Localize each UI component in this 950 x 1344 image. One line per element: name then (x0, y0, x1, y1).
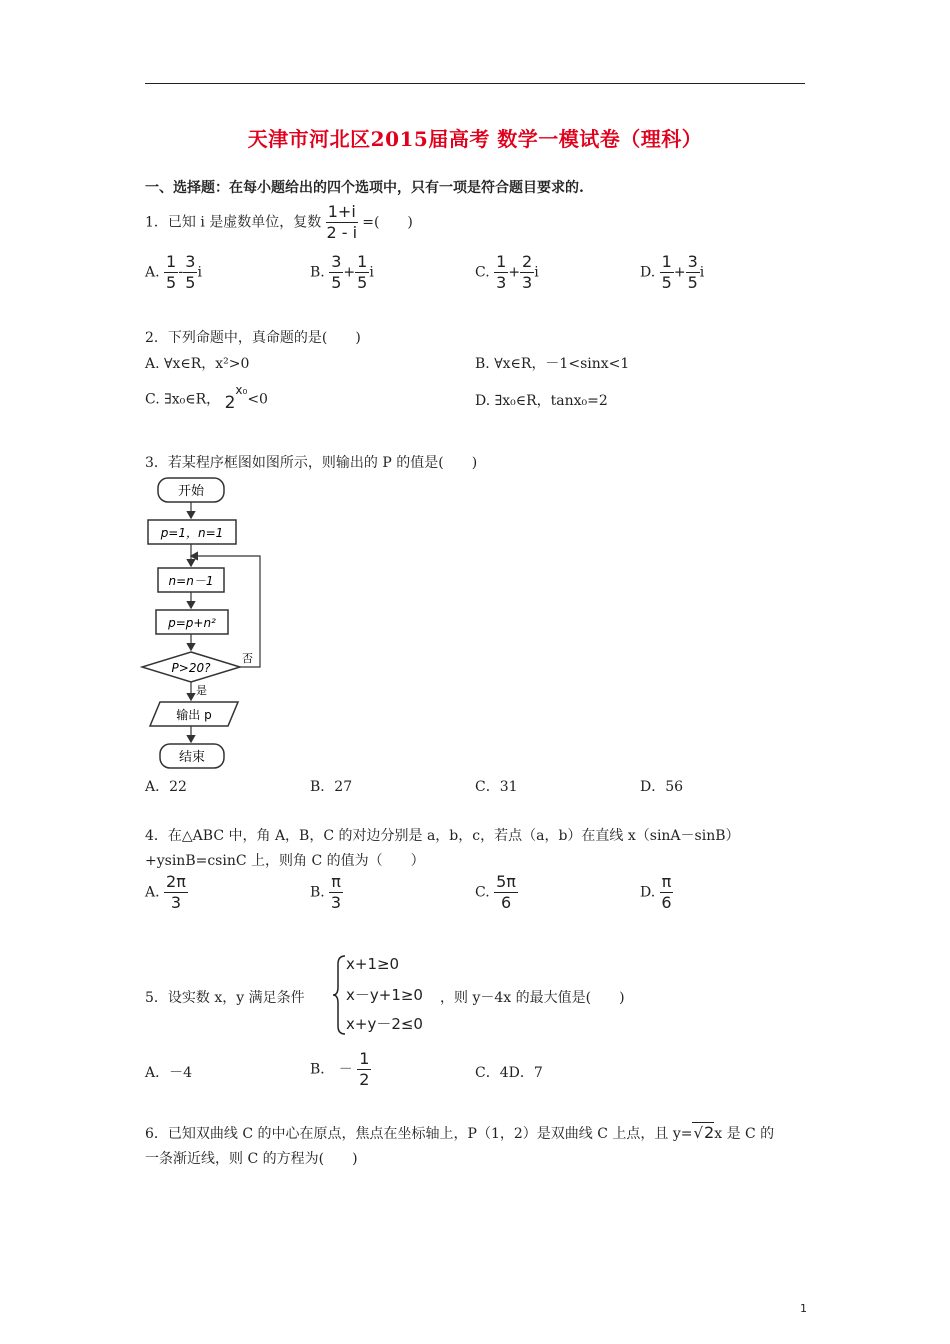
flow-condition-label: P>20? (171, 661, 211, 675)
q1-option-c (475, 254, 539, 291)
option-label: B. (310, 884, 325, 901)
q3-option-b: B．27 (310, 779, 353, 795)
flow-no-label: 否 (242, 652, 253, 665)
page-number: 1 (800, 1302, 807, 1315)
question-6-line1 (145, 1123, 774, 1143)
q4-option-b (310, 874, 343, 911)
q2-option-c (145, 383, 268, 413)
num: 3 (687, 252, 698, 271)
q4-option-c (475, 874, 518, 911)
den: 5 (331, 273, 342, 292)
question-4-line1: 4．在△ABC 中，角 A，B，C 的对边分别是 a，b，c，若点（a，b）在直线 x（sinA－sinB） (145, 828, 740, 844)
q3-option-d: D．56 (640, 779, 684, 795)
q5-constraint-1: x+1≥0 (346, 955, 400, 973)
den: 3 (170, 893, 182, 912)
operator: + (508, 264, 521, 281)
option-label: B． (310, 1061, 335, 1078)
q5-constraint-2: x－y+1≥0 (346, 986, 423, 1004)
question-1 (145, 204, 413, 241)
num: 1 (166, 252, 177, 271)
question-4-line2: +ysinB=csinC 上，则角 C 的值为（ ） (145, 853, 425, 869)
q2-option-a: A. ∀x∈R，x²>0 (145, 356, 250, 372)
option-label: C. (475, 264, 490, 281)
den: 3 (330, 893, 342, 912)
q5-option-a: A．－4 (145, 1065, 193, 1081)
fraction (520, 254, 534, 291)
num: 2 (522, 252, 533, 271)
den: 6 (661, 893, 672, 912)
num: π (661, 872, 672, 891)
q2-c-base: 2 (224, 392, 236, 413)
q2-option-b: B. ∀x∈R，－1<sinx<1 (475, 356, 630, 372)
fraction (660, 874, 674, 911)
option-label: A. (145, 884, 160, 901)
q4-option-a (145, 874, 188, 911)
fraction (355, 254, 369, 291)
flow-init-label: p=1，n=1 (160, 526, 224, 540)
q2-c-tail: <0 (247, 391, 268, 408)
q5-option-cd: C．4D．7 (475, 1065, 543, 1081)
option-label: A. (145, 264, 160, 281)
den: 5 (687, 273, 698, 292)
fraction (164, 254, 178, 291)
q1-tail: =( ) (362, 214, 413, 231)
section-heading: 一、选择题：在每小题给出的四个选项中，只有一项是符合题目要求的. (145, 180, 584, 196)
num: 1 (496, 252, 507, 271)
den: 5 (185, 273, 196, 292)
fraction (494, 254, 508, 291)
flow-end-label: 结束 (178, 750, 206, 765)
sqrt-radicand (692, 1122, 714, 1142)
fraction (660, 254, 674, 291)
q2-c-exponent: x₀ (235, 383, 248, 397)
q3-option-c: C．31 (475, 779, 518, 795)
num: 2π (166, 872, 186, 891)
den: 5 (357, 273, 368, 292)
option-label: D. (640, 264, 656, 281)
q1-stem: 1．已知 i 是虚数单位，复数 (145, 214, 322, 231)
fraction (164, 874, 188, 911)
fraction (183, 254, 197, 291)
den: 5 (661, 273, 672, 292)
operator: - (178, 264, 184, 281)
q3-option-a: A．22 (145, 779, 187, 795)
q6-text-a: 6．已知双曲线 C 的中心在原点，焦点在坐标轴上，P（1，2）是双曲线 C 上点，且 y= (145, 1126, 693, 1142)
page-title: 天津市河北区2015届高考 数学一模试卷（理科） (247, 127, 703, 151)
option-label: D. (640, 884, 656, 901)
q5-constraint-3: x+y－2≤0 (346, 1015, 423, 1033)
q1-option-d (640, 254, 704, 291)
num: 3 (331, 252, 342, 271)
q2-option-d: D. ∃x₀∈R，tanx₀=2 (475, 393, 608, 409)
question-3: 3．若某程序框图如图所示，则输出的 P 的值是( ) (145, 455, 478, 471)
num: 1 (661, 252, 672, 271)
q1-fraction (326, 204, 358, 241)
operator: + (673, 264, 686, 281)
q1-option-b (310, 254, 374, 291)
header-rule (145, 83, 805, 84)
fraction (329, 254, 343, 291)
imag-unit: i (699, 264, 705, 281)
fraction (686, 254, 700, 291)
num: 1 (357, 252, 368, 271)
den: 3 (522, 273, 533, 292)
flow-output-label: 输出 p (176, 708, 212, 722)
den: 2 (359, 1070, 370, 1089)
imag-unit: i (534, 264, 539, 281)
q1-frac-den: 2 - i (326, 223, 358, 242)
q2-c-prefix: C. ∃x₀∈R， (145, 391, 221, 408)
option-label: B. (310, 264, 325, 281)
question-6-line2: 一条渐近线，则 C 的方程为( ) (145, 1151, 358, 1167)
operator: + (343, 264, 356, 281)
flow-step1-label: n=n－1 (168, 574, 214, 588)
q1-option-a (145, 254, 202, 291)
question-2: 2．下列命题中，真命题的是( ) (145, 330, 361, 346)
imag-unit: i (197, 264, 202, 281)
q5-tail: ，则 y－4x 的最大值是( ) (440, 990, 625, 1006)
sqrt-icon: √ (693, 1124, 704, 1142)
fraction (329, 874, 343, 911)
den: 5 (166, 273, 177, 292)
num: 5π (496, 872, 516, 891)
fraction (357, 1051, 371, 1088)
question-5-stem: 5．设实数 x，y 满足条件 (145, 990, 305, 1006)
num: π (331, 872, 341, 891)
den: 3 (496, 273, 507, 292)
q6-text-b: x 是 C 的 (714, 1126, 775, 1142)
sqrt-value: 2 (704, 1123, 715, 1142)
imag-unit: i (369, 264, 374, 281)
fraction (494, 874, 518, 911)
num: 3 (185, 252, 196, 271)
q4-option-d (640, 874, 673, 911)
flow-yes-label: 是 (196, 684, 207, 697)
num: 1 (359, 1049, 370, 1068)
flowchart (140, 474, 280, 774)
minus-sign: － (338, 1061, 353, 1078)
den: 6 (500, 893, 512, 912)
flow-step2-label: p=p+n² (168, 616, 216, 630)
q1-frac-num: 1+i (327, 202, 356, 221)
q5-option-b (310, 1051, 371, 1088)
option-label: C. (475, 884, 490, 901)
flow-start-label: 开始 (177, 484, 205, 499)
